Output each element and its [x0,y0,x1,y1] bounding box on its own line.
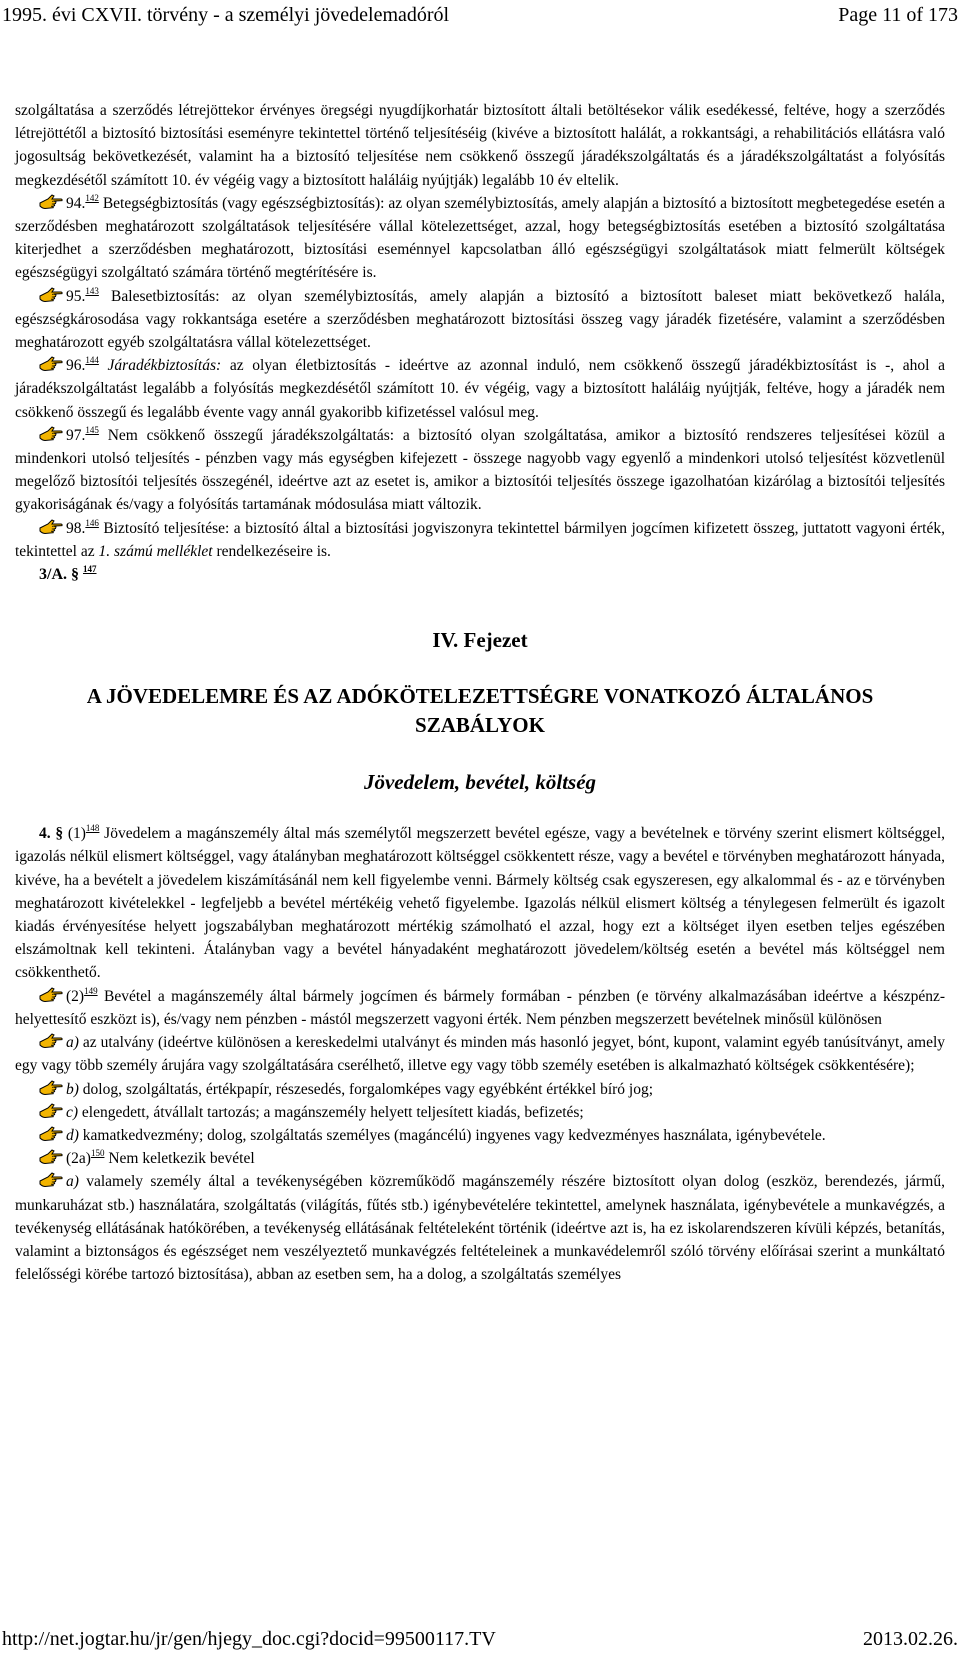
footnote-link[interactable]: 147 [83,564,97,575]
footnote-link[interactable]: 144 [85,355,99,366]
pointing-hand-icon[interactable] [39,1149,63,1165]
paragraph-text: az olyan életbiztosítás - ideértve az azonnal induló, nem csökkenő összegű járadékbiztosítást is -, ahol a járadékszolgáltatást legalább a folyósítás megkezdésétől számított 10. év végéig, vagy a biztosított haláláig nyújtják, feltéve, hogy a járadék nem csökkenő összegű és legalább évente vagy annál gyakoribb kifizetéssel valósul meg. [15,357,945,421]
paragraph-97 [15,424,945,517]
point-2a-a [15,1170,945,1286]
paragraph-number: (1) [67,825,86,843]
point-label: a) [66,1034,79,1052]
point-label: b) [66,1080,79,1098]
paragraph-number: 98. [66,519,86,537]
chapter-heading: IV. Fejezet [432,628,528,653]
print-date: 2013.02.26. [863,1627,958,1650]
chapter-title-line: SZABÁLYOK [415,713,545,738]
section-3a [15,563,945,586]
paragraph-text: Nem csökkenő összegű járadékszolgáltatás: a biztosító olyan szolgáltatása, amikor a biztosító rendszeres teljesítései közül a mindenkori utolsó teljesítés - pénzben vagy más egységben kifejezett - összege nagyobb vagy egyenlő a mindenkori utolsó teljesítést közvetlenül megelőző biztosítói teljesítés összegénél, ideértve azt az esetet is, amikor a biztosítói teljesítés összege igazolhatóan kizárólag a biztosítói teljesítés gyakoriságának és/vagy a folyósítás tartamának módosulása miatt változik. [15,426,946,514]
page-header [0,0,960,30]
subtitle-heading: Jövedelem, bevétel, költség [363,770,597,795]
point-text: kamatkedvezmény; dolog, szolgáltatás személyes (magáncélú) ingyenes vagy kedvezményes használata, igénybevétele. [82,1126,826,1144]
paragraph-94 [15,192,945,285]
footnote-link[interactable]: 145 [85,424,99,435]
point-c [15,1101,945,1124]
paragraph-number: 94. [66,194,86,212]
point-text: az utalvány (ideértve különösen a kereskedelmi utalványt és minden más hasonló jegyet, bónt, kupont, valamint egyéb tanúsítványt, amely egy vagy több személy árujára vagy szolgáltatására cserélhető, illetve egy vagy több személy esetében is alkalmazható költségek csökkentésére); [15,1034,946,1075]
pointing-hand-icon[interactable] [39,1126,63,1142]
paragraph-text: Bevétel a magánszemély által bármely jogcímen és bármely formában - pénzben (e törvény alkalmazásában ideértve a készpénz-helyettesítő eszközt is), és/vagy nem pénzben - mástól megszerzett vagyoni érték. Nem pénzben megszerzett bevételnek minősül különösen [15,987,945,1028]
footnote-link[interactable]: 142 [85,192,99,203]
pointing-hand-icon[interactable] [39,1080,63,1096]
point-label: d) [66,1126,79,1144]
point-text: dolog, szolgáltatás, értékpapír, részesedés, forgalomképes vagy egyébként értékkel bíró jog; [82,1080,654,1098]
point-a [15,1031,945,1077]
paragraph-text: Betegségbiztosítás (vagy egészségbiztosítás): az olyan személybiztosítás, amely alapján a biztosító a biztosított megbetegedése esetén a szerződésben meghatározott szolgáltatások teljesítésére vállal kötelezettséget, azzal, hogy betegségbiztosítás esetében a biztosító szolgáltatása kiterjedhet a szerződésben meghatározott, biztosítási eseménnyel kapcsolatban álló egészségügyi szolgáltatások miatt felmerült költségek egészségügyi szolgáltató számára történő megtérítésére is. [15,194,945,282]
paragraph-number: (2) [66,987,85,1005]
paragraph-98 [15,517,945,563]
point-label: a) [66,1173,79,1191]
paragraph-text: Jövedelem a magánszemély által más személytől megszerzett bevétel egésze, vagy a bevételnek e törvény szerint elismert költséggel, igazolás nélkül elismert költséggel, vagy átalányban meghatározott költséggel csökkentett része, vagy a bevétel e törvényben meghatározott hányada, kivéve, ha a bevételt a jövedelem kiszámításánál nem kell figyelembe venni. Bármely költség csak egyszeresen, egy alkalommal és - az e törvényben meghatározott kivételekkel - legfeljebb a bevétel mértékéig vehető figyelembe. Igazolás nélkül elismert költség a ténylegesen felmerült és igazolt kiadás érvényesítése helyett jogszabályban meghatározott mértékig számolható el azzal, hogy ezt a költséget ilyen esetben teljes egészében elszámoltnak kell tekinteni. Átalányban vagy a bevétel hányadaként meghatározott jövedelem/költség esetén a bevétel más költséggel nem csökkenthető. [15,825,946,982]
section-label: 4. § [39,825,64,843]
point-text: elengedett, átvállalt tartozás; a magánszemély helyett teljesített kiadás, befizetés; [81,1103,584,1121]
paragraph-continuation: szolgáltatása a szerződés létrejöttekor érvényes öregségi nyugdíjkorhatár biztosított általi betöltésekor válik esedékessé, feltéve, hogy a szerződés létrejöttétől a biztosító biztosítási eseményre tekintettel történő teljesítéséig (kivéve a biztosított halálát, a rokkantsági, a rehabilitációs ellátásra való jogosultság bekövetkezését, valamint ha a biztosító teljesítése nem csökkenő összegű járadékszolgáltatás és a járadékszolgáltatást a folyósítás megkezdésétől számított 10. év végéig vagy a biztosított haláláig nyújtják) legalább 10 év eltelik. [15,102,945,189]
footnote-link[interactable]: 148 [85,823,100,834]
paragraph-95 [15,285,945,355]
paragraph-text: Biztosító teljesítése: a biztosító által a biztosítási jogviszonyra tekintettel bármilyen jogcímen kifizetett összeg, juttatott vagyoni érték, tekintettel az [15,519,945,560]
point-label: c) [66,1103,79,1121]
footnote-link[interactable]: 149 [84,985,98,996]
page-footer [0,1624,960,1654]
paragraph-number: 97. [66,426,86,444]
paragraph-number: 95. [66,287,86,305]
paragraph-96 [15,354,945,424]
paragraph-text: rendelkezéseire is. [216,542,331,560]
pointing-hand-icon[interactable] [39,519,63,535]
footnote-link[interactable]: 150 [90,1148,105,1159]
paragraph-number: (2a) [66,1150,91,1168]
document-body [15,99,945,1286]
annex-reference: 1. számú melléklet [98,542,213,560]
document-title: 1995. évi CXVII. törvény - a személyi jövedelemadóról [2,3,450,26]
section-4-para-2 [15,985,945,1031]
footnote-link[interactable]: 143 [85,285,99,296]
footnote-link[interactable]: 146 [85,517,99,528]
pointing-hand-icon[interactable] [39,194,63,210]
defined-term: Járadékbiztosítás: [107,357,222,375]
pointing-hand-icon[interactable] [39,987,63,1003]
point-text: valamely személy által a tevékenységében közreműködő magánszemély részére biztosított olyan dolog (eszköz, berendezés, jármű, munkaruházat stb.) használatára, szolgáltatás (világítás, fűtés stb.) igénybevételére tekintettel, amelynek használata, igénybevétele a munkavégzés, a tevékenység ellátásának hatókörében, a tevékenység ellátásának feltételeként történik (ideértve azt is, ha ez iskolarendszeren kívüli képzés, betanítás, valamint a biztonságos és egészséget nem veszélyeztető munkavégzés feltételeinek a munkavédelemről szóló törvény előírásai szerint a munkáltató felelősségi körébe tartozó biztosítása), abban az esetben sem, ha a dolog, a szolgáltatás személyes [15,1173,945,1284]
pointing-hand-icon[interactable] [39,1033,63,1049]
paragraph-text: Balesetbiztosítás: az olyan személybiztosítás, amely alapján a biztosító a biztosított baleset miatt bekövetkező halála, egészségkárosodása vagy rokkantsága esetére a szerződésben meghatározott biztosítási összeg vagy járadék fizetésére, valamint a szerződésben meghatározott egyéb szolgáltatásra vállal kötelezettséget. [15,287,945,352]
pointing-hand-icon[interactable] [39,1103,63,1119]
point-b [15,1078,945,1101]
section-4-para-2a [15,1147,945,1170]
pointing-hand-icon[interactable] [39,356,63,372]
section-label: 3/A. § [39,566,79,584]
chapter-title [15,682,945,740]
paragraph-text: Nem keletkezik bevétel [108,1150,255,1168]
pointing-hand-icon[interactable] [39,1172,63,1188]
point-d [15,1124,945,1147]
pointing-hand-icon[interactable] [39,287,63,303]
source-url[interactable]: http://net.jogtar.hu/jr/gen/hjegy_doc.cgi?docid=99500117.TV [2,1627,496,1650]
page-indicator: Page 11 of 173 [838,3,958,26]
pointing-hand-icon[interactable] [39,426,63,442]
section-4-para-1 [15,822,945,984]
chapter-title-line: A JÖVEDELEMRE ÉS AZ ADÓKÖTELEZETTSÉGRE VONATKOZÓ ÁLTALÁNOS [86,684,874,709]
paragraph-number: 96. [66,357,86,375]
